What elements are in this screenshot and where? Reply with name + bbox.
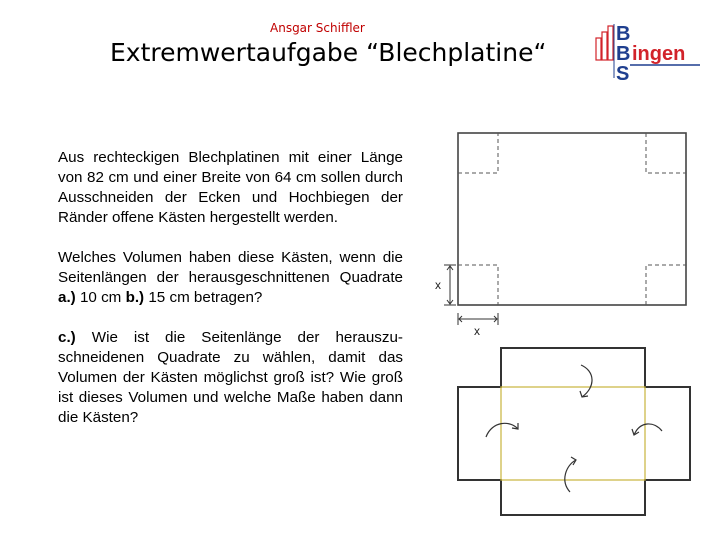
building-icon bbox=[596, 26, 613, 60]
logo-word: ingen bbox=[632, 43, 686, 65]
part-c-text: Wie ist die Seitenlänge der herauszu-schneidenen Quadrate zu wählen, damit das Volumen der Kästen möglichst groß ist? Wie groß ist dieses Volumen und welche Maße haben dann die Kästen? bbox=[58, 329, 403, 426]
task-intro: Aus rechteckigen Blechplatinen mit einer Länge von 82 cm und einer Breite von 64 cm sollen durch Ausschneiden der Ecken und Hochbiegen der Ränder offene Kästen hergestellt werden. bbox=[58, 149, 403, 226]
part-a-label: a.) bbox=[58, 289, 76, 306]
logo-letter-s: S bbox=[616, 63, 630, 82]
author-name: Ansgar Schiffler bbox=[270, 21, 365, 35]
dimension-label-horizontal: x bbox=[474, 324, 480, 338]
task-text bbox=[58, 148, 403, 448]
task-question-c bbox=[58, 328, 403, 428]
dimension-label-vertical: x bbox=[435, 278, 441, 292]
part-c-label: c.) bbox=[58, 329, 76, 346]
folding-net-diagram bbox=[458, 348, 690, 515]
question-ab-text: Welches Volumen haben diese Kästen, wenn die Seitenlängen der herausgeschnittenen Quadrate bbox=[58, 249, 403, 286]
logo-letter-b1: B bbox=[616, 23, 631, 45]
flat-sheet-diagram bbox=[435, 133, 686, 338]
part-b-value: 15 cm betragen? bbox=[148, 289, 263, 306]
sheet-metal-figure bbox=[430, 125, 710, 525]
task-question-ab bbox=[58, 248, 403, 308]
part-b-label: b.) bbox=[125, 289, 145, 306]
logo-letter-b2: B bbox=[616, 43, 631, 65]
page-title: Extremwertaufgabe “Blechplatine“ bbox=[110, 38, 547, 67]
part-a-value: 10 cm bbox=[79, 289, 122, 306]
fold-arrow-icon bbox=[486, 365, 662, 492]
bbs-bingen-logo bbox=[592, 20, 704, 82]
